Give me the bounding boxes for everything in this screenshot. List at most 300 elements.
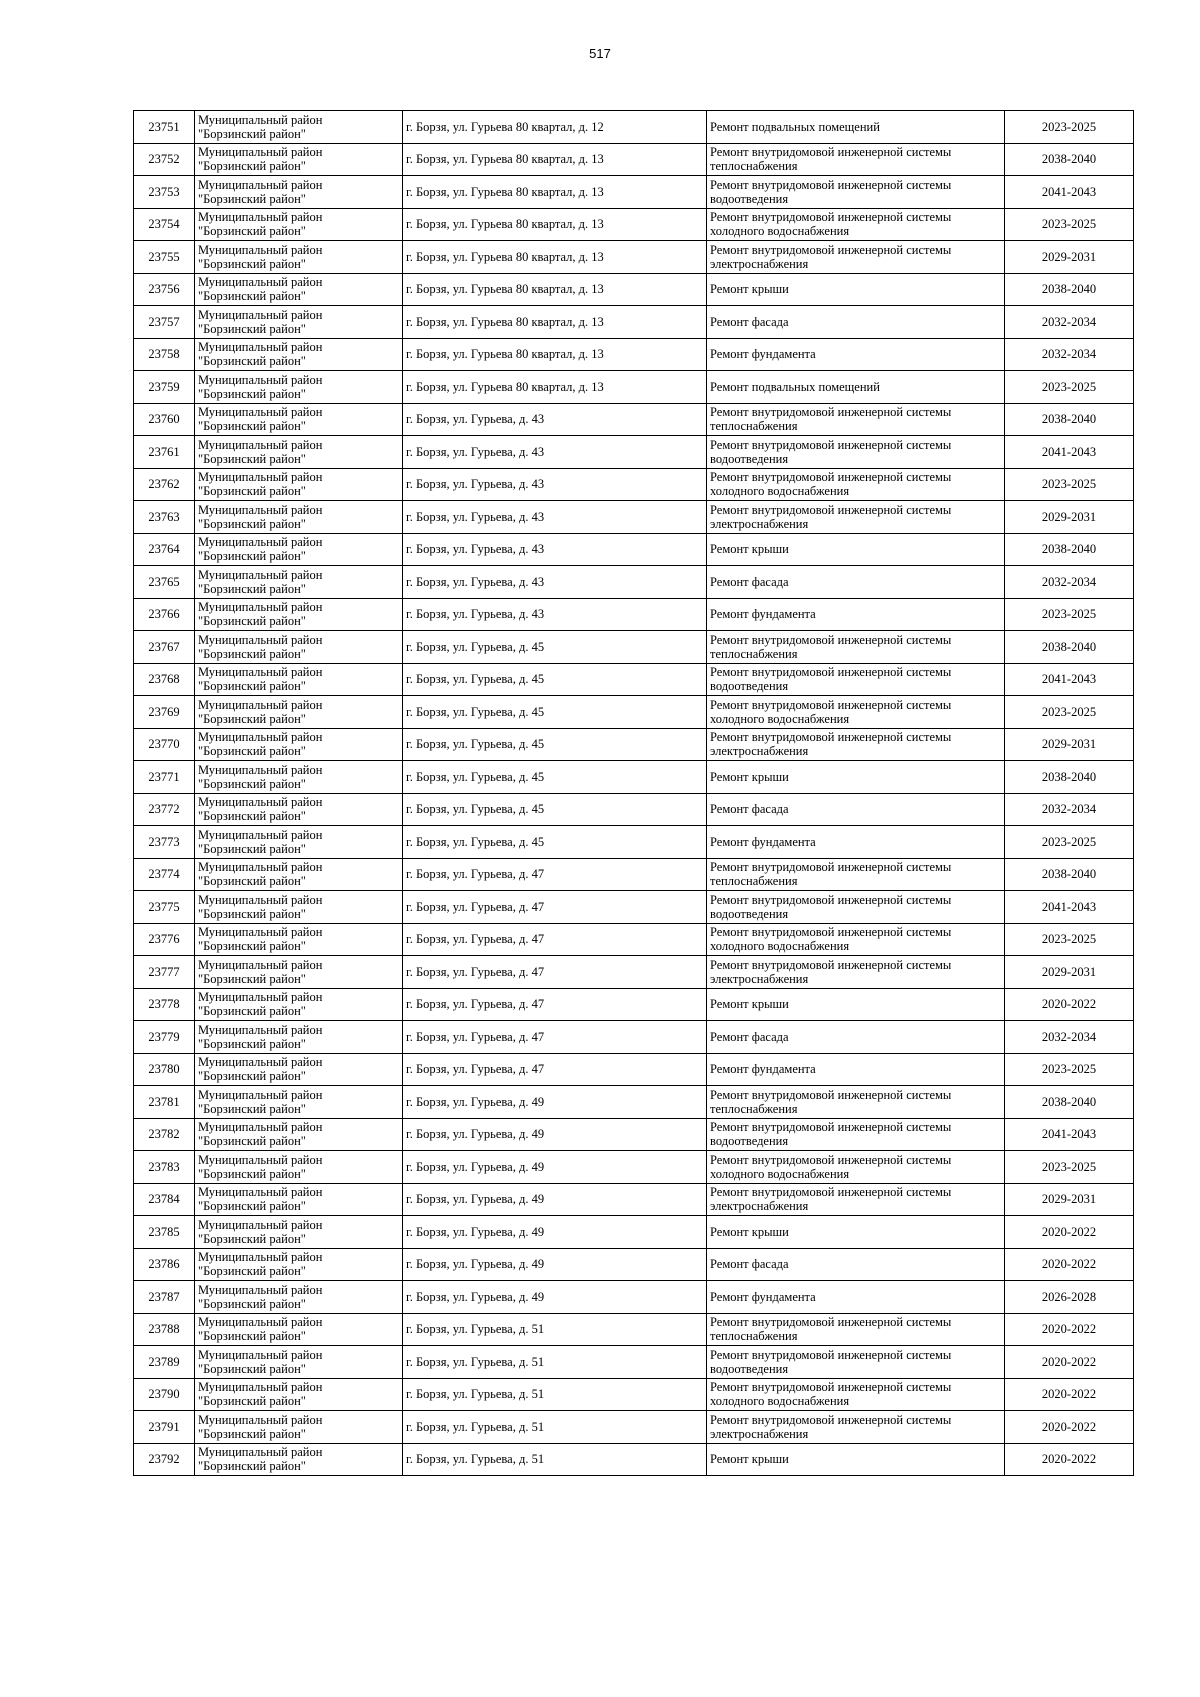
work-type-line-1: Ремонт внутридомовой инженерной системы <box>710 1412 952 1427</box>
municipality-line-1: Муниципальный район <box>198 632 323 647</box>
work-type-line-2: теплоснабжения <box>710 874 798 889</box>
work-type-cell <box>707 663 1005 696</box>
table-row <box>134 1248 1134 1281</box>
work-type-line-1: Ремонт внутридомовой инженерной системы <box>710 502 952 517</box>
municipality-line-2: "Борзинский район" <box>198 1134 306 1149</box>
work-type-line-1: Ремонт внутридомовой инженерной системы <box>710 437 952 452</box>
address-cell: г. Борзя, ул. Гурьева, д. 45 <box>403 663 707 696</box>
address-cell: г. Борзя, ул. Гурьева 80 квартал, д. 13 <box>403 371 707 404</box>
row-number-cell: 23756 <box>134 273 195 306</box>
address-cell: г. Борзя, ул. Гурьева, д. 45 <box>403 826 707 859</box>
address-cell: г. Борзя, ул. Гурьева, д. 49 <box>403 1183 707 1216</box>
municipality-line-2: "Борзинский район" <box>198 516 306 531</box>
work-type-line-1: Ремонт внутридомовой инженерной системы <box>710 860 952 875</box>
address-cell: г. Борзя, ул. Гурьева, д. 47 <box>403 956 707 989</box>
period-cell: 2041-2043 <box>1005 891 1134 924</box>
work-type-line-1: Ремонт внутридомовой инженерной системы <box>710 730 952 745</box>
table-row <box>134 858 1134 891</box>
period-cell: 2038-2040 <box>1005 761 1134 794</box>
table-row <box>134 1281 1134 1314</box>
municipality-line-2: "Борзинский район" <box>198 191 306 206</box>
work-type-line-2: холодного водоснабжения <box>710 224 850 239</box>
municipality-line-2: "Борзинский район" <box>198 1459 306 1474</box>
address-cell: г. Борзя, ул. Гурьева, д. 45 <box>403 728 707 761</box>
period-cell: 2029-2031 <box>1005 1183 1134 1216</box>
municipality-line-1: Муниципальный район <box>198 1347 323 1362</box>
municipality-cell <box>195 1378 403 1411</box>
address-cell: г. Борзя, ул. Гурьева, д. 43 <box>403 533 707 566</box>
row-number-cell: 23779 <box>134 1021 195 1054</box>
municipality-cell <box>195 793 403 826</box>
period-cell: 2020-2022 <box>1005 1443 1134 1476</box>
work-type-line-1: Ремонт крыши <box>710 282 789 297</box>
work-type-line-1: Ремонт внутридомовой инженерной системы <box>710 697 952 712</box>
municipality-line-1: Муниципальный район <box>198 1250 323 1265</box>
address-cell: г. Борзя, ул. Гурьева, д. 43 <box>403 468 707 501</box>
work-type-line-2: электроснабжения <box>710 1426 809 1441</box>
municipality-line-2: "Борзинский район" <box>198 809 306 824</box>
municipality-cell <box>195 176 403 209</box>
municipality-line-2: "Борзинский район" <box>198 1361 306 1376</box>
table-row <box>134 436 1134 469</box>
period-cell: 2020-2022 <box>1005 1378 1134 1411</box>
municipality-line-1: Муниципальный район <box>198 502 323 517</box>
work-type-line-1: Ремонт внутридомовой инженерной системы <box>710 1315 952 1330</box>
work-type-line-2: теплоснабжения <box>710 646 798 661</box>
row-number-cell: 23790 <box>134 1378 195 1411</box>
work-type-line-2: теплоснабжения <box>710 419 798 434</box>
period-cell: 2038-2040 <box>1005 533 1134 566</box>
municipality-line-2: "Борзинский район" <box>198 451 306 466</box>
work-type-cell <box>707 923 1005 956</box>
municipality-line-2: "Борзинский район" <box>198 1426 306 1441</box>
row-number-cell: 23786 <box>134 1248 195 1281</box>
row-number-cell: 23761 <box>134 436 195 469</box>
municipality-cell <box>195 1086 403 1119</box>
municipality-cell <box>195 598 403 631</box>
period-cell: 2023-2025 <box>1005 1151 1134 1184</box>
work-type-line-1: Ремонт фундамента <box>710 1289 816 1304</box>
municipality-line-1: Муниципальный район <box>198 1282 323 1297</box>
address-cell: г. Борзя, ул. Гурьева, д. 47 <box>403 923 707 956</box>
period-cell: 2023-2025 <box>1005 598 1134 631</box>
table-row <box>134 1346 1134 1379</box>
municipality-line-1: Муниципальный район <box>198 1055 323 1070</box>
work-type-cell <box>707 1118 1005 1151</box>
row-number-cell: 23771 <box>134 761 195 794</box>
municipality-line-2: "Борзинский район" <box>198 484 306 499</box>
table-row <box>134 1313 1134 1346</box>
row-number-cell: 23764 <box>134 533 195 566</box>
address-cell: г. Борзя, ул. Гурьева 80 квартал, д. 13 <box>403 306 707 339</box>
municipality-cell <box>195 1053 403 1086</box>
address-cell: г. Борзя, ул. Гурьева, д. 49 <box>403 1248 707 1281</box>
table-row <box>134 761 1134 794</box>
row-number-cell: 23781 <box>134 1086 195 1119</box>
work-type-line-2: холодного водоснабжения <box>710 711 850 726</box>
period-cell: 2029-2031 <box>1005 956 1134 989</box>
row-number-cell: 23776 <box>134 923 195 956</box>
table-row <box>134 728 1134 761</box>
table-body <box>134 111 1134 1476</box>
table-row <box>134 306 1134 339</box>
municipality-line-2: "Борзинский район" <box>198 224 306 239</box>
municipality-line-1: Муниципальный район <box>198 405 323 420</box>
work-type-line-1: Ремонт фасада <box>710 802 789 817</box>
address-cell: г. Борзя, ул. Гурьева, д. 47 <box>403 988 707 1021</box>
table-row <box>134 1053 1134 1086</box>
period-cell: 2020-2022 <box>1005 1346 1134 1379</box>
municipality-line-2: "Борзинский район" <box>198 776 306 791</box>
address-cell: г. Борзя, ул. Гурьева, д. 43 <box>403 436 707 469</box>
work-type-line-2: водоотведения <box>710 1134 789 1149</box>
row-number-cell: 23787 <box>134 1281 195 1314</box>
address-cell: г. Борзя, ул. Гурьева, д. 51 <box>403 1378 707 1411</box>
address-cell: г. Борзя, ул. Гурьева, д. 47 <box>403 891 707 924</box>
municipality-line-2: "Борзинский район" <box>198 646 306 661</box>
municipality-cell <box>195 631 403 664</box>
work-type-line-2: электроснабжения <box>710 971 809 986</box>
work-type-line-1: Ремонт фундамента <box>710 607 816 622</box>
period-cell: 2023-2025 <box>1005 923 1134 956</box>
row-number-cell: 23782 <box>134 1118 195 1151</box>
municipality-cell <box>195 1183 403 1216</box>
municipality-line-1: Муниципальный район <box>198 827 323 842</box>
period-cell: 2029-2031 <box>1005 501 1134 534</box>
municipality-line-2: "Борзинский район" <box>198 321 306 336</box>
address-cell: г. Борзя, ул. Гурьева, д. 49 <box>403 1086 707 1119</box>
address-cell: г. Борзя, ул. Гурьева, д. 49 <box>403 1281 707 1314</box>
work-type-line-1: Ремонт фасада <box>710 1257 789 1272</box>
municipality-cell <box>195 761 403 794</box>
municipality-cell <box>195 1281 403 1314</box>
period-cell: 2020-2022 <box>1005 1216 1134 1249</box>
work-type-cell <box>707 176 1005 209</box>
work-type-line-1: Ремонт внутридомовой инженерной системы <box>710 145 952 160</box>
address-cell: г. Борзя, ул. Гурьева, д. 49 <box>403 1151 707 1184</box>
municipality-cell <box>195 1248 403 1281</box>
row-number-cell: 23783 <box>134 1151 195 1184</box>
period-cell: 2032-2034 <box>1005 1021 1134 1054</box>
work-type-cell <box>707 696 1005 729</box>
period-cell: 2023-2025 <box>1005 696 1134 729</box>
period-cell: 2023-2025 <box>1005 826 1134 859</box>
row-number-cell: 23788 <box>134 1313 195 1346</box>
address-cell: г. Борзя, ул. Гурьева, д. 51 <box>403 1346 707 1379</box>
work-type-line-1: Ремонт внутридомовой инженерной системы <box>710 957 952 972</box>
municipality-line-1: Муниципальный район <box>198 795 323 810</box>
period-cell: 2023-2025 <box>1005 111 1134 144</box>
work-type-line-2: холодного водоснабжения <box>710 939 850 954</box>
work-type-line-2: водоотведения <box>710 1361 789 1376</box>
municipality-line-1: Муниципальный район <box>198 470 323 485</box>
row-number-cell: 23767 <box>134 631 195 664</box>
municipality-line-1: Муниципальный район <box>198 275 323 290</box>
work-type-cell <box>707 241 1005 274</box>
period-cell: 2020-2022 <box>1005 1313 1134 1346</box>
work-type-cell <box>707 533 1005 566</box>
table-row <box>134 143 1134 176</box>
work-type-cell <box>707 891 1005 924</box>
period-cell: 2032-2034 <box>1005 338 1134 371</box>
municipality-line-1: Муниципальный район <box>198 535 323 550</box>
work-type-line-2: электроснабжения <box>710 516 809 531</box>
municipality-line-1: Муниципальный район <box>198 177 323 192</box>
work-type-line-1: Ремонт фундамента <box>710 834 816 849</box>
address-cell: г. Борзя, ул. Гурьева, д. 51 <box>403 1313 707 1346</box>
period-cell: 2032-2034 <box>1005 793 1134 826</box>
row-number-cell: 23769 <box>134 696 195 729</box>
address-cell: г. Борзя, ул. Гурьева 80 квартал, д. 13 <box>403 208 707 241</box>
address-cell: г. Борзя, ул. Гурьева 80 квартал, д. 12 <box>403 111 707 144</box>
work-type-line-2: теплоснабжения <box>710 1101 798 1116</box>
period-cell: 2032-2034 <box>1005 566 1134 599</box>
table-row <box>134 1151 1134 1184</box>
municipality-cell <box>195 663 403 696</box>
municipality-line-1: Муниципальный район <box>198 1445 323 1460</box>
table-row <box>134 501 1134 534</box>
work-type-cell <box>707 1086 1005 1119</box>
municipality-line-1: Муниципальный район <box>198 925 323 940</box>
municipality-line-1: Муниципальный район <box>198 1087 323 1102</box>
work-type-cell <box>707 1411 1005 1444</box>
work-type-line-1: Ремонт внутридомовой инженерной системы <box>710 470 952 485</box>
address-cell: г. Борзя, ул. Гурьева 80 квартал, д. 13 <box>403 273 707 306</box>
municipality-line-1: Муниципальный район <box>198 1217 323 1232</box>
work-type-cell <box>707 208 1005 241</box>
work-type-line-2: теплоснабжения <box>710 1329 798 1344</box>
municipality-line-1: Муниципальный район <box>198 892 323 907</box>
period-cell: 2038-2040 <box>1005 631 1134 664</box>
municipality-cell <box>195 338 403 371</box>
municipality-line-1: Муниципальный район <box>198 990 323 1005</box>
work-type-line-2: холодного водоснабжения <box>710 484 850 499</box>
municipality-line-2: "Борзинский район" <box>198 1231 306 1246</box>
work-type-cell <box>707 1443 1005 1476</box>
table-row <box>134 371 1134 404</box>
work-type-line-1: Ремонт крыши <box>710 542 789 557</box>
work-type-cell <box>707 1313 1005 1346</box>
municipality-line-2: "Борзинский район" <box>198 256 306 271</box>
work-type-line-1: Ремонт внутридомовой инженерной системы <box>710 1087 952 1102</box>
work-type-line-1: Ремонт фасада <box>710 574 789 589</box>
table-row <box>134 176 1134 209</box>
municipality-line-1: Муниципальный район <box>198 860 323 875</box>
period-cell: 2026-2028 <box>1005 1281 1134 1314</box>
period-cell: 2020-2022 <box>1005 988 1134 1021</box>
municipality-cell <box>195 1118 403 1151</box>
work-type-line-1: Ремонт внутридомовой инженерной системы <box>710 632 952 647</box>
row-number-cell: 23777 <box>134 956 195 989</box>
work-type-cell <box>707 988 1005 1021</box>
municipality-line-1: Муниципальный район <box>198 242 323 257</box>
municipality-line-2: "Борзинский район" <box>198 1394 306 1409</box>
work-type-line-1: Ремонт крыши <box>710 1224 789 1239</box>
row-number-cell: 23762 <box>134 468 195 501</box>
municipality-line-1: Муниципальный район <box>198 307 323 322</box>
work-type-line-1: Ремонт фундамента <box>710 347 816 362</box>
row-number-cell: 23770 <box>134 728 195 761</box>
row-number-cell: 23780 <box>134 1053 195 1086</box>
municipality-cell <box>195 403 403 436</box>
period-cell: 2023-2025 <box>1005 371 1134 404</box>
municipality-line-2: "Борзинский район" <box>198 939 306 954</box>
municipality-line-2: "Борзинский район" <box>198 679 306 694</box>
work-type-line-1: Ремонт внутридомовой инженерной системы <box>710 242 952 257</box>
table-row <box>134 1378 1134 1411</box>
work-type-cell <box>707 956 1005 989</box>
municipality-line-1: Муниципальный район <box>198 600 323 615</box>
row-number-cell: 23765 <box>134 566 195 599</box>
work-type-line-1: Ремонт крыши <box>710 997 789 1012</box>
work-type-line-1: Ремонт внутридомовой инженерной системы <box>710 1120 952 1135</box>
work-type-line-1: Ремонт подвальных помещений <box>710 379 880 394</box>
municipality-line-2: "Борзинский район" <box>198 419 306 434</box>
municipality-cell <box>195 1443 403 1476</box>
work-type-cell <box>707 598 1005 631</box>
address-cell: г. Борзя, ул. Гурьева 80 квартал, д. 13 <box>403 176 707 209</box>
municipality-line-1: Муниципальный район <box>198 145 323 160</box>
address-cell: г. Борзя, ул. Гурьева 80 квартал, д. 13 <box>403 241 707 274</box>
period-cell: 2038-2040 <box>1005 403 1134 436</box>
work-type-cell <box>707 143 1005 176</box>
table-row <box>134 956 1134 989</box>
municipality-line-2: "Борзинский район" <box>198 1264 306 1279</box>
municipality-cell <box>195 208 403 241</box>
municipality-line-1: Муниципальный район <box>198 1022 323 1037</box>
table-row <box>134 663 1134 696</box>
work-type-cell <box>707 306 1005 339</box>
table-row <box>134 1118 1134 1151</box>
row-number-cell: 23755 <box>134 241 195 274</box>
row-number-cell: 23752 <box>134 143 195 176</box>
address-cell: г. Борзя, ул. Гурьева, д. 49 <box>403 1118 707 1151</box>
period-cell: 2041-2043 <box>1005 663 1134 696</box>
work-type-line-1: Ремонт внутридомовой инженерной системы <box>710 1347 952 1362</box>
period-cell: 2038-2040 <box>1005 858 1134 891</box>
work-type-line-1: Ремонт подвальных помещений <box>710 119 880 134</box>
work-type-cell <box>707 566 1005 599</box>
work-type-cell <box>707 403 1005 436</box>
period-cell: 2038-2040 <box>1005 1086 1134 1119</box>
table-row <box>134 403 1134 436</box>
work-type-cell <box>707 1151 1005 1184</box>
table-row <box>134 923 1134 956</box>
work-type-line-1: Ремонт внутридомовой инженерной системы <box>710 892 952 907</box>
work-type-cell <box>707 761 1005 794</box>
municipality-line-2: "Борзинский район" <box>198 1004 306 1019</box>
work-type-line-1: Ремонт внутридомовой инженерной системы <box>710 1185 952 1200</box>
municipality-line-1: Муниципальный район <box>198 957 323 972</box>
work-type-line-2: электроснабжения <box>710 744 809 759</box>
municipality-line-1: Муниципальный район <box>198 437 323 452</box>
row-number-cell: 23768 <box>134 663 195 696</box>
address-cell: г. Борзя, ул. Гурьева, д. 45 <box>403 631 707 664</box>
work-type-line-1: Ремонт внутридомовой инженерной системы <box>710 665 952 680</box>
table-row <box>134 111 1134 144</box>
work-type-line-2: холодного водоснабжения <box>710 1166 850 1181</box>
work-type-cell <box>707 858 1005 891</box>
address-cell: г. Борзя, ул. Гурьева, д. 47 <box>403 1053 707 1086</box>
municipality-line-2: "Борзинский район" <box>198 1101 306 1116</box>
row-number-cell: 23775 <box>134 891 195 924</box>
work-type-cell <box>707 1216 1005 1249</box>
row-number-cell: 23772 <box>134 793 195 826</box>
period-cell: 2032-2034 <box>1005 306 1134 339</box>
municipality-line-1: Муниципальный район <box>198 762 323 777</box>
row-number-cell: 23785 <box>134 1216 195 1249</box>
municipality-cell <box>195 241 403 274</box>
work-type-line-2: водоотведения <box>710 679 789 694</box>
municipality-cell <box>195 891 403 924</box>
work-type-cell <box>707 273 1005 306</box>
table-row <box>134 566 1134 599</box>
municipality-cell <box>195 1151 403 1184</box>
municipality-cell <box>195 1216 403 1249</box>
work-type-cell <box>707 501 1005 534</box>
row-number-cell: 23759 <box>134 371 195 404</box>
municipality-cell <box>195 111 403 144</box>
municipality-cell <box>195 826 403 859</box>
table-row <box>134 891 1134 924</box>
municipality-cell <box>195 1313 403 1346</box>
period-cell: 2020-2022 <box>1005 1248 1134 1281</box>
municipality-line-2: "Борзинский район" <box>198 614 306 629</box>
period-cell: 2041-2043 <box>1005 1118 1134 1151</box>
address-cell: г. Борзя, ул. Гурьева 80 квартал, д. 13 <box>403 143 707 176</box>
work-type-line-2: электроснабжения <box>710 1199 809 1214</box>
address-cell: г. Борзя, ул. Гурьева, д. 45 <box>403 793 707 826</box>
municipality-line-2: "Борзинский район" <box>198 549 306 564</box>
municipality-line-1: Муниципальный район <box>198 1380 323 1395</box>
work-type-cell <box>707 1248 1005 1281</box>
period-cell: 2023-2025 <box>1005 208 1134 241</box>
municipality-cell <box>195 501 403 534</box>
work-type-cell <box>707 631 1005 664</box>
row-number-cell: 23791 <box>134 1411 195 1444</box>
municipality-cell <box>195 956 403 989</box>
municipality-line-1: Муниципальный район <box>198 112 323 127</box>
municipality-cell <box>195 696 403 729</box>
work-type-line-1: Ремонт крыши <box>710 769 789 784</box>
table-row <box>134 1086 1134 1119</box>
municipality-line-2: "Борзинский район" <box>198 159 306 174</box>
municipality-line-2: "Борзинский район" <box>198 906 306 921</box>
row-number-cell: 23758 <box>134 338 195 371</box>
municipality-line-2: "Борзинский район" <box>198 1036 306 1051</box>
table-row <box>134 1443 1134 1476</box>
row-number-cell: 23784 <box>134 1183 195 1216</box>
municipality-cell <box>195 468 403 501</box>
work-type-line-1: Ремонт фасада <box>710 314 789 329</box>
municipality-line-2: "Борзинский район" <box>198 874 306 889</box>
municipality-line-2: "Борзинский район" <box>198 1069 306 1084</box>
address-cell: г. Борзя, ул. Гурьева, д. 43 <box>403 403 707 436</box>
period-cell: 2020-2022 <box>1005 1411 1134 1444</box>
work-type-line-1: Ремонт внутридомовой инженерной системы <box>710 925 952 940</box>
work-type-line-2: водоотведения <box>710 906 789 921</box>
address-cell: г. Борзя, ул. Гурьева, д. 47 <box>403 858 707 891</box>
municipality-cell <box>195 858 403 891</box>
table-row <box>134 598 1134 631</box>
row-number-cell: 23789 <box>134 1346 195 1379</box>
work-type-cell <box>707 793 1005 826</box>
page-number: 517 <box>589 46 611 61</box>
period-cell: 2041-2043 <box>1005 436 1134 469</box>
work-type-line-2: водоотведения <box>710 451 789 466</box>
work-type-cell <box>707 338 1005 371</box>
municipality-line-1: Муниципальный район <box>198 697 323 712</box>
